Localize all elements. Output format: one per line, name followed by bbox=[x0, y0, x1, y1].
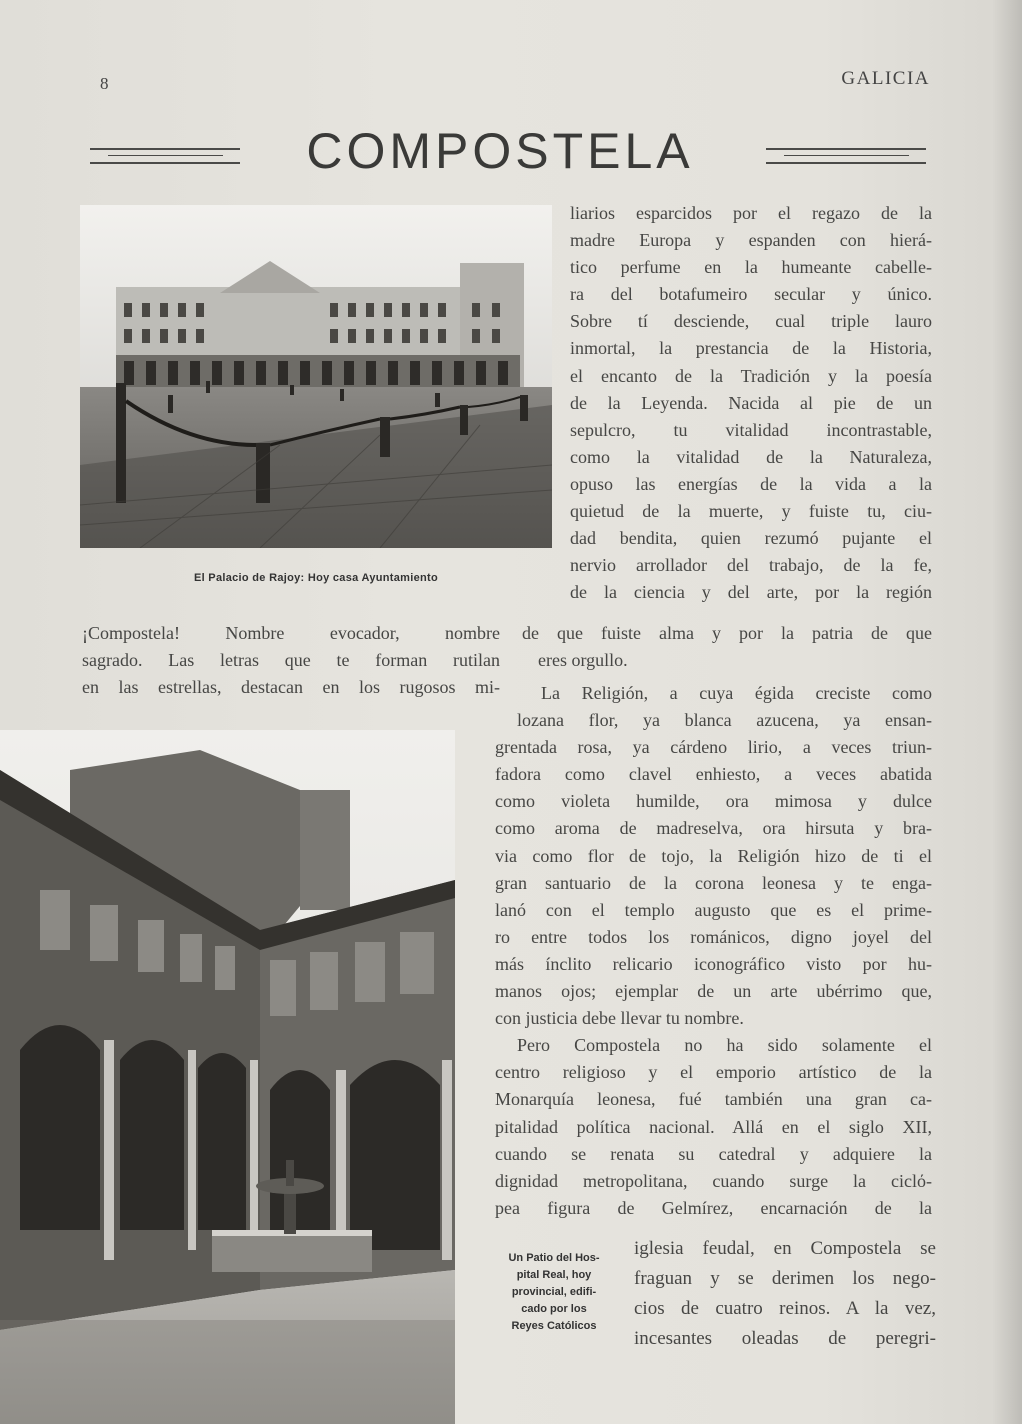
hospital-patio-photo bbox=[0, 730, 455, 1424]
text-line: inmortal, la prestancia de la Historia, bbox=[570, 338, 932, 359]
text-line: incesantes oleadas de peregri- bbox=[634, 1328, 936, 1349]
text-line: con justicia debe llevar tu nombre. bbox=[495, 1008, 744, 1029]
text-line: centro religioso y el emporio artístico de la bbox=[495, 1062, 932, 1083]
palace-caption: El Palacio de Rajoy: Hoy casa Ayuntamiento bbox=[193, 572, 439, 584]
patio-caption-line: provincial, edifi- bbox=[511, 1286, 597, 1298]
running-title: GALICIA bbox=[841, 68, 930, 89]
text-line: sepulcro, tu vitalidad incontrastable, bbox=[570, 419, 932, 440]
text-line: madre Europa y espanden con hierá- bbox=[570, 230, 932, 251]
palacio-rajoy-photo bbox=[80, 205, 552, 548]
patio-caption-line: pital Real, hoy bbox=[516, 1269, 592, 1281]
patio-caption bbox=[484, 1250, 624, 1335]
text-line: como violeta humilde, ora mimosa y dulce bbox=[495, 791, 932, 812]
text-line: lozana flor, ya blanca azucena, ya ensan- bbox=[517, 710, 932, 731]
title-rule-left-bottom bbox=[90, 162, 240, 164]
text-line: lanó con el templo augusto que es el prime- bbox=[495, 899, 932, 920]
title-rule-right-mid bbox=[784, 155, 909, 156]
page-edge-shadow bbox=[992, 0, 1022, 1424]
patio-caption-line: Un Patio del Hos- bbox=[508, 1252, 600, 1264]
title-rule-left-mid bbox=[108, 155, 223, 156]
text-line: manos ojos; ejemplar de un arte ubérrimo que, bbox=[495, 981, 932, 1002]
text-line: grentada rosa, ya cárdeno lirio, a veces triun- bbox=[495, 737, 932, 758]
text-line: tico perfume en la humeante cabelle- bbox=[570, 257, 932, 278]
text-line: fadora como clavel enhiesto, a veces abatida bbox=[495, 764, 932, 785]
text-line: más ínclito relicario iconográfico visto por hu- bbox=[495, 953, 932, 974]
middle-text-b bbox=[495, 680, 932, 1222]
text-line: cios de cuatro reinos. A la vez, bbox=[634, 1298, 936, 1319]
text-line: iglesia feudal, en Compostela se bbox=[634, 1238, 936, 1259]
text-line: de la Leyenda. Nacida al pie de un bbox=[570, 392, 932, 413]
text-line: nervio arrollador del trabajo, de la fe, bbox=[570, 555, 932, 576]
text-line: cuando se renata su catedral y adquiere la bbox=[495, 1143, 932, 1164]
text-line: ¡Compostela! Nombre evocador, nombre bbox=[82, 623, 500, 643]
patio-caption-line: cado por los bbox=[521, 1303, 587, 1315]
right-column-top bbox=[570, 200, 932, 606]
text-line: ro entre todos los románicos, digno joyel del bbox=[495, 926, 932, 947]
title-rule-left-top bbox=[90, 148, 240, 150]
text-line: eres orgullo. bbox=[538, 650, 628, 671]
text-line: de la ciencia y del arte, por la región bbox=[570, 582, 932, 603]
text-line: pea figura de Gelmírez, encarnación de la bbox=[495, 1197, 932, 1218]
text-line: Monarquía leonesa, fué también una gran ca- bbox=[495, 1089, 932, 1110]
bottom-right-text bbox=[634, 1234, 936, 1354]
text-line: La Religión, a cuya égida creciste como bbox=[541, 683, 932, 703]
article-title: COMPOSTELA bbox=[306, 123, 694, 179]
text-line: el encanto de la Tradición y la poesía bbox=[570, 365, 932, 386]
text-line: opuso las energías de la vida a la bbox=[570, 473, 932, 494]
text-line: en las estrellas, destacan en los rugosos mi- bbox=[82, 677, 500, 698]
text-line: dad bendita, quien rezumó pujante el bbox=[570, 528, 932, 549]
text-line: liarios esparcidos por el regazo de la bbox=[570, 203, 932, 223]
text-line: de que fuiste alma y por la patria de que bbox=[522, 623, 932, 643]
text-line: dignidad metropolitana, cuando surge la ciclό- bbox=[495, 1170, 932, 1191]
text-line: como la vitalidad de la Naturaleza, bbox=[570, 446, 932, 467]
text-line: pitalidad política nacional. Allá en el siglo XII, bbox=[495, 1116, 932, 1137]
text-line: quietud de la muerte, y fuiste tu, ciu- bbox=[570, 501, 932, 522]
patio-caption-line: Reyes Católicos bbox=[511, 1320, 597, 1332]
middle-text-a bbox=[522, 620, 932, 674]
text-line: Sobre tí desciende, cual triple lauro bbox=[570, 311, 932, 332]
text-line: como aroma de madreselva, ora hirsuta y bra- bbox=[495, 818, 932, 839]
page-number: 8 bbox=[100, 74, 109, 93]
text-line: gran santuario de la corona leonesa y te enga- bbox=[495, 872, 932, 893]
text-line: sagrado. Las letras que te forman rutilan bbox=[82, 650, 500, 671]
title-rule-right-top bbox=[766, 148, 926, 150]
text-line: ra del botafumeiro secular y único. bbox=[570, 284, 932, 305]
text-line: fraguan y se derimen los nego- bbox=[634, 1268, 936, 1289]
text-line: via como flor de tojo, la Religión hizo de ti el bbox=[495, 845, 932, 866]
title-rule-right-bottom bbox=[766, 162, 926, 164]
text-line: Pero Compostela no ha sido solamente el bbox=[517, 1035, 932, 1056]
left-column-text bbox=[82, 620, 500, 701]
